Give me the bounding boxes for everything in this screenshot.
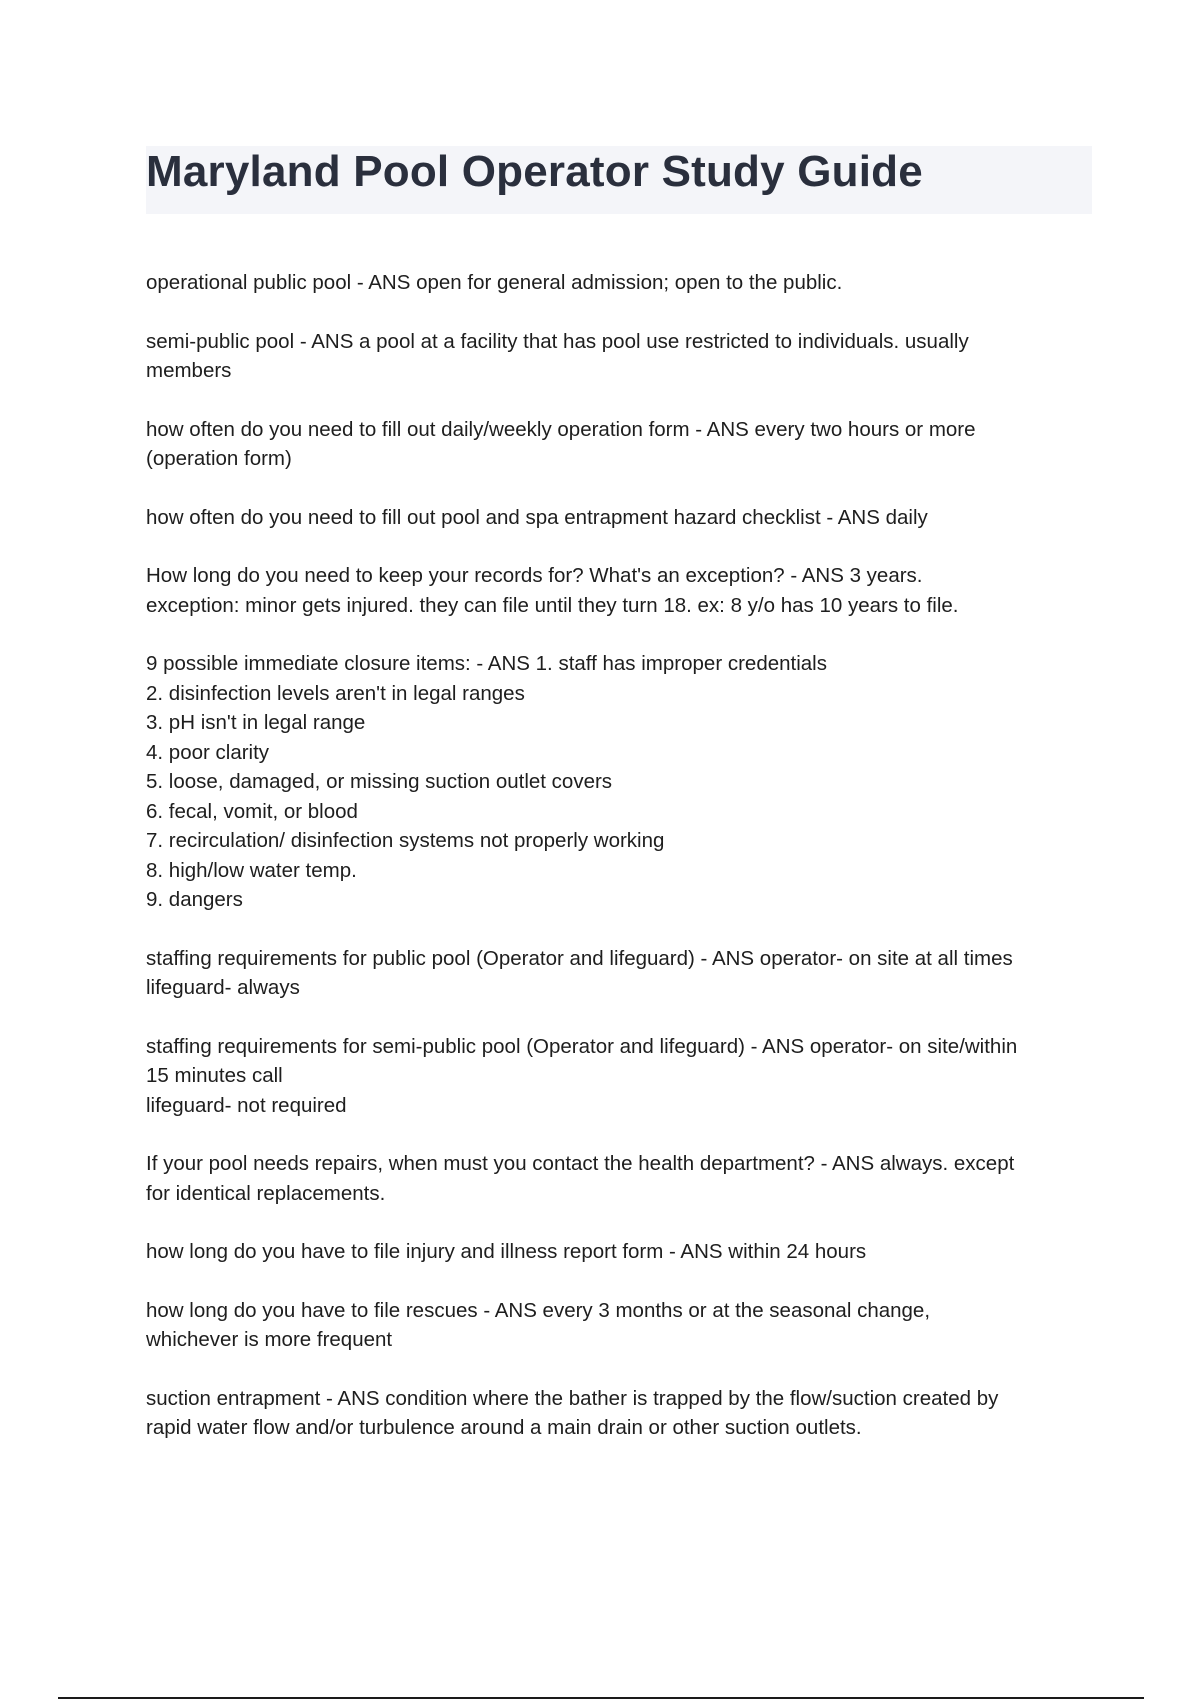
entry-suction-entrapment: suction entrapment - ANS condition where the bather is trapped by the flow/suction created by rapid water flow and/or turbulence around a main drain or other suction outlets. (146, 1386, 999, 1439)
entry-operational-public-pool: operational public pool - ANS open for general admission; open to the public. (146, 271, 843, 294)
entry-repairs: If your pool needs repairs, when must you contact the health department? - ANS always. except for identical replacements. (146, 1152, 1015, 1205)
entry-entrapment-checklist: how often do you need to fill out pool and spa entrapment hazard checklist - ANS daily (146, 505, 928, 529)
page-title: Maryland Pool Operator Study Guide (146, 147, 923, 196)
entry-semi-public-pool: semi-public pool - ANS a pool at a facility that has pool use restricted to individuals. usually members (146, 329, 969, 382)
entry-rescues: how long do you have to file rescues - ANS every 3 months or at the seasonal change, whichever is more frequent (146, 1298, 931, 1351)
entry-records-retention: How long do you need to keep your records for? What's an exception? - ANS 3 years. exception: minor gets injured. they can file until they turn 18. ex: 8 y/o has 10 years to file. (146, 564, 959, 617)
footer-rule (58, 1697, 1144, 1699)
entry-operation-form-frequency: how often do you need to fill out daily/weekly operation form - ANS every two hours or more (operation form) (146, 417, 976, 470)
entry-semi-public-staffing: staffing requirements for semi-public pool (Operator and lifeguard) - ANS operator- on site/within 15 minutes call lifeguard- not required (146, 1034, 1018, 1117)
entry-injury-report: how long do you have to file injury and illness report form - ANS within 24 hours (146, 1240, 867, 1263)
entry-public-pool-staffing: staffing requirements for public pool (Operator and lifeguard) - ANS operator- on site at all times lifeguard- always (146, 946, 1013, 999)
study-guide-content (146, 268, 1096, 1472)
entry-closure-items: 9 possible immediate closure items: - ANS 1. staff has improper credentials 2. disinfection levels aren't in legal ranges 3. pH isn't in legal range 4. poor clarity 5. loose, damaged, or missing suction outlet covers 6. fecal, vomit, or blood 7. recirculation/ disinfection systems not properly working 8. high/low water temp. 9. dangers (146, 652, 827, 911)
